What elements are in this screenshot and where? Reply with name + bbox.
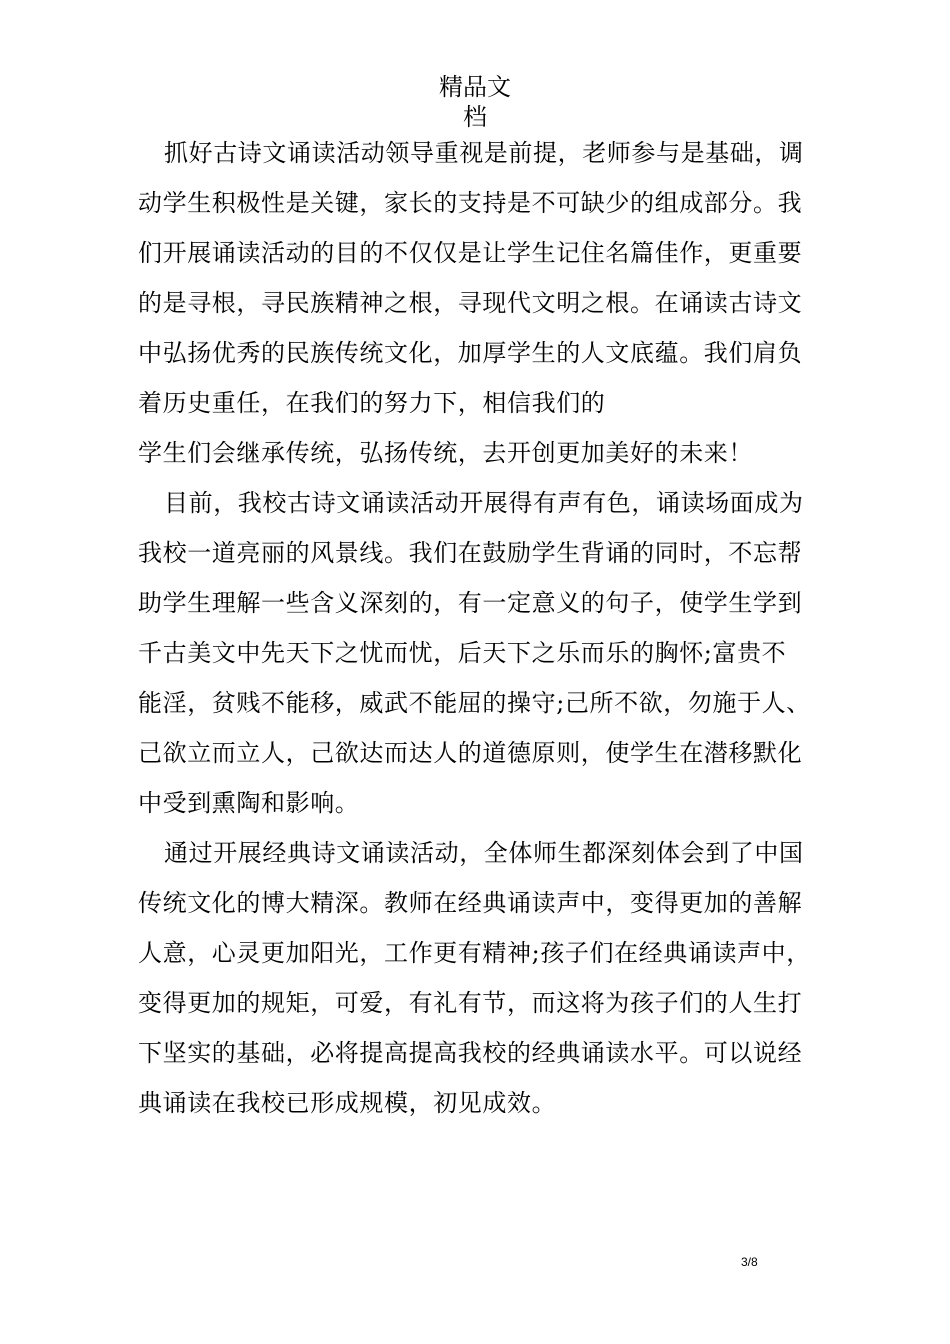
- paragraph-line: 能淫，贫贱不能移，威武不能屈的操守;己所不欲，勿施于人、: [138, 689, 811, 717]
- paragraph-line: 中受到熏陶和影响。: [138, 789, 360, 817]
- paragraph-line: 学生们会继承传统，弘扬传统，去开创更加美好的未来！: [138, 439, 753, 467]
- header-title-line-1: 精品文: [439, 73, 511, 101]
- paragraph-line: 我校一道亮丽的风景线。我们在鼓励学生背诵的同时，不忘帮: [138, 539, 803, 567]
- paragraph-line: 目前，我校古诗文诵读活动开展得有声有色，诵读场面成为: [164, 489, 804, 517]
- paragraph-line: 典诵读在我校已形成规模，初见成效。: [138, 1089, 557, 1117]
- paragraph-line: 的是寻根，寻民族精神之根，寻现代文明之根。在诵读古诗文: [138, 289, 803, 317]
- paragraph-line: 传统文化的博大精深。教师在经典诵读声中，变得更加的善解: [138, 889, 803, 917]
- paragraph-line: 人意，心灵更加阳光，工作更有精神;孩子们在经典诵读声中，: [138, 939, 811, 967]
- paragraph-line: 己欲立而立人，己欲达而达人的道德原则，使学生在潜移默化: [138, 739, 803, 767]
- paragraph-3: [138, 828, 838, 1128]
- paragraph-line: 通过开展经典诗文诵读活动，全体师生都深刻体会到了中国: [164, 839, 804, 867]
- paragraph-line: 千古美文中先天下之忧而忧，后天下之乐而乐的胸怀;富贵不: [138, 639, 787, 667]
- paragraph-line: 着历史重任，在我们的努力下，相信我们的: [138, 389, 606, 417]
- paragraph-1: [138, 128, 838, 478]
- paragraph-line: 们开展诵读活动的目的不仅仅是让学生记住名篇佳作，更重要: [138, 239, 803, 267]
- paragraph-line: 抓好古诗文诵读活动领导重视是前提，老师参与是基础，调: [164, 139, 804, 167]
- header-title-line-2: 档: [463, 103, 487, 131]
- page-number: 3/8: [741, 1255, 758, 1269]
- paragraph-line: 中弘扬优秀的民族传统文化，加厚学生的人文底蕴。我们肩负: [138, 339, 803, 367]
- document-body: [138, 128, 838, 1128]
- paragraph-line: 助学生理解一些含义深刻的，有一定意义的句子，使学生学到: [138, 589, 803, 617]
- paragraph-line: 变得更加的规矩，可爱，有礼有节，而这将为孩子们的人生打: [138, 989, 803, 1017]
- paragraph-line: 动学生积极性是关键，家长的支持是不可缺少的组成部分。我: [138, 189, 803, 217]
- page-header: [0, 72, 950, 132]
- paragraph-2: [138, 478, 838, 828]
- paragraph-line: 下坚实的基础，必将提高提高我校的经典诵读水平。可以说经: [138, 1039, 803, 1067]
